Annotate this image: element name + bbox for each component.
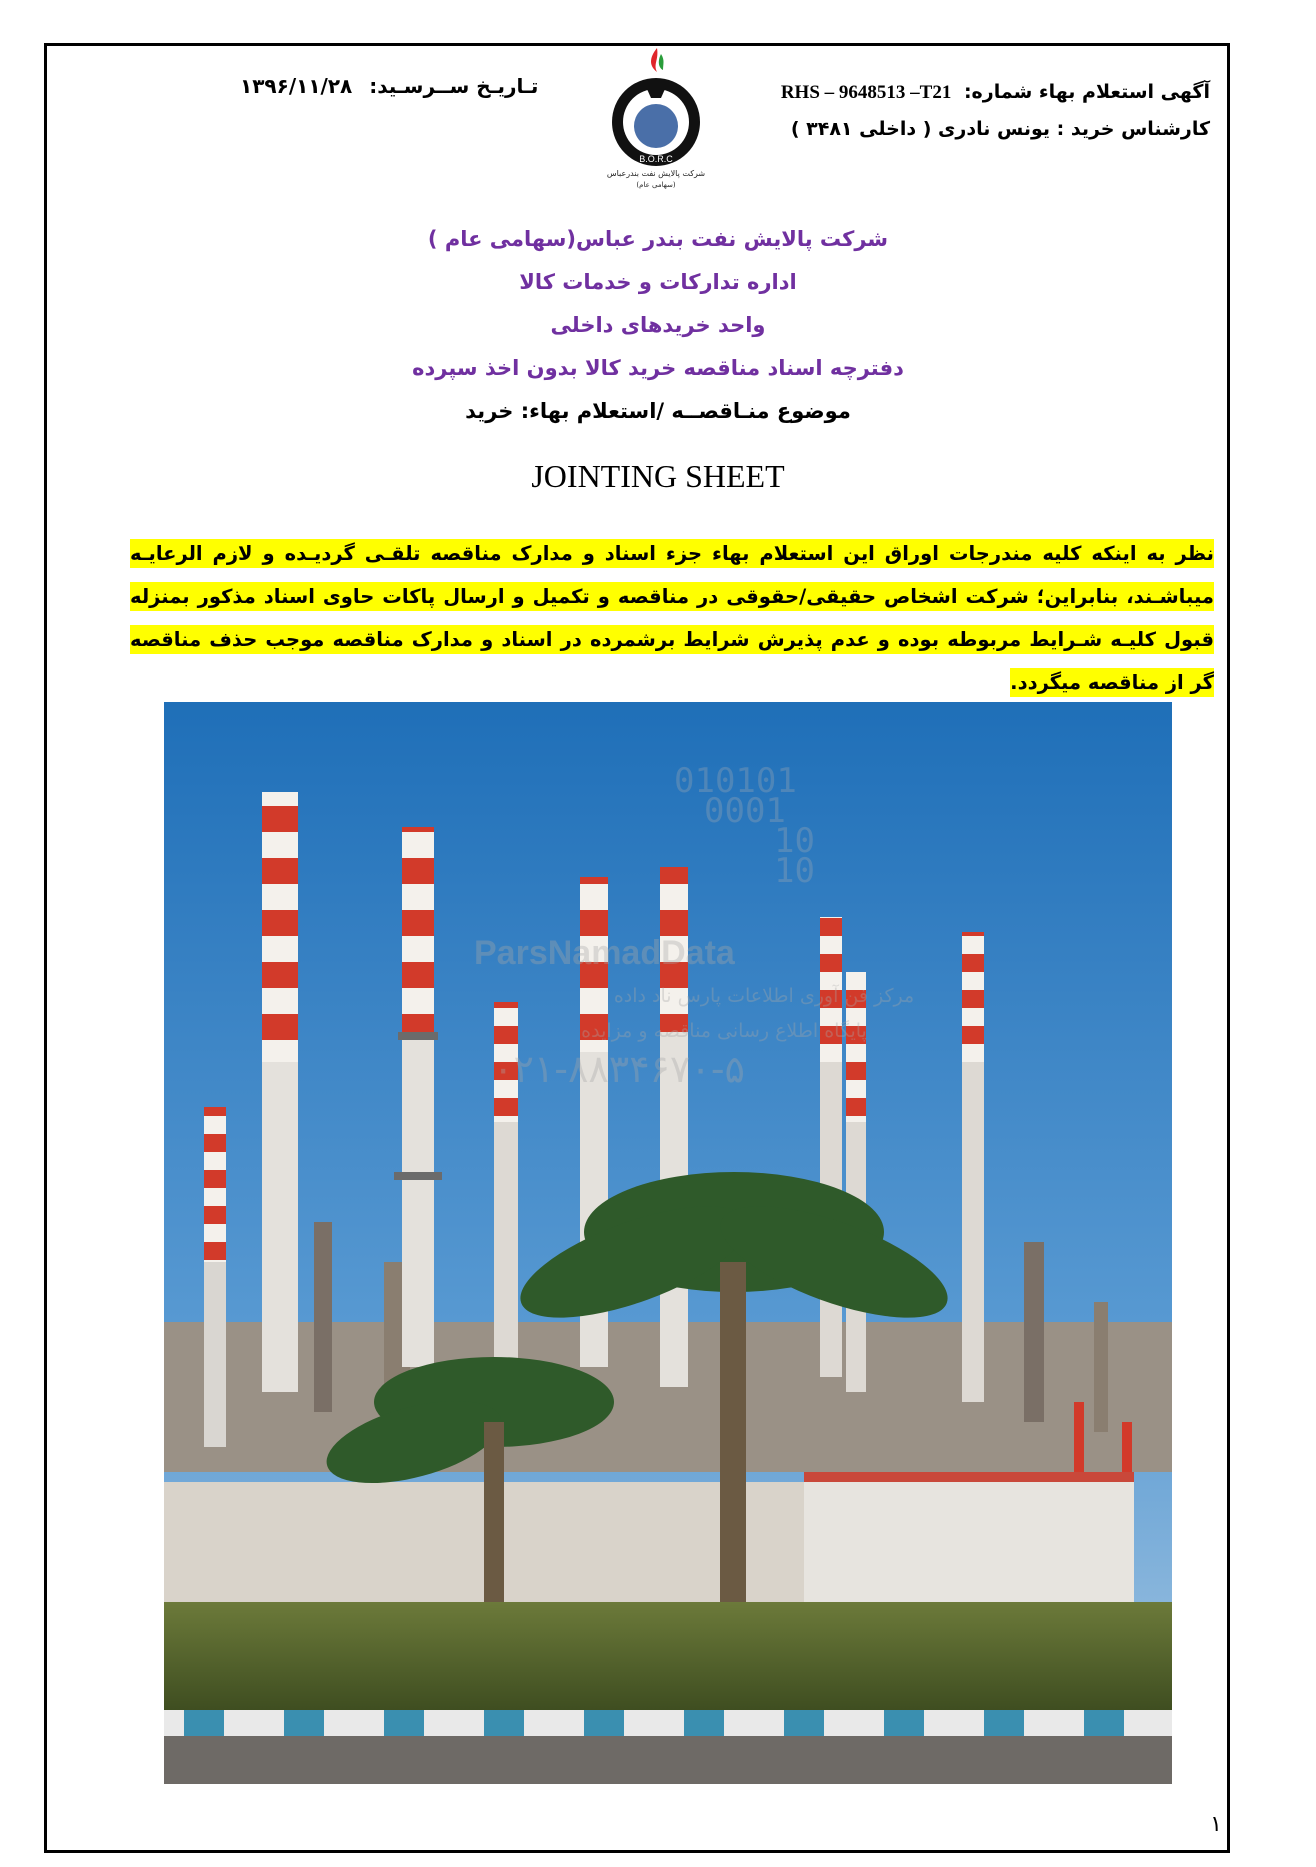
company-title: شرکت پالایش نفت بندر عباس(سهامی عام )	[427, 227, 889, 251]
document-title: JOINTING SHEET	[531, 458, 785, 494]
refinery-photo	[164, 702, 1172, 1784]
due-date-label: تـاریـخ ســرسـید:	[369, 74, 539, 98]
due-date-value: ۱۳۹۶/۱۱/۲۸	[240, 74, 353, 98]
page-number: ۱	[1210, 1812, 1222, 1837]
logo-sub: (سهامی عام)	[636, 181, 676, 189]
watermark-digits-2: 0001	[704, 791, 786, 831]
logo-text: شرکت پالایش نفت بندرعباس	[606, 169, 706, 178]
company-logo	[591, 40, 721, 190]
watermark-line-2: پایگاه اطلاع رسانی مناقصه و مزایده	[581, 1020, 867, 1042]
inquiry-label: آگهی استعلام بهاء شماره:	[963, 81, 1210, 103]
buyer-line: کارشناس خرید : یونس نادری ( داخلی ۳۴۸۱ )	[790, 118, 1210, 140]
watermark-line-1: مرکز فن آوری اطلاعات پارس ناد داده	[613, 985, 915, 1007]
notice-paragraph	[130, 532, 1214, 704]
title-block	[0, 218, 1316, 433]
watermark-phone: ۰۲۱-۸۸۳۴۶۷۰-۵	[493, 1047, 745, 1091]
logo-abbr: B.O.R.C	[639, 154, 673, 164]
inquiry-line	[781, 74, 1210, 111]
booklet-title: دفترچه اسناد مناقصه خرید کالا بدون اخذ سپرده	[412, 356, 904, 380]
due-date-block	[240, 74, 538, 98]
department-title: اداره تدارکات و خدمات کالا	[519, 270, 797, 294]
watermark-digits-3: 10	[774, 821, 815, 861]
inquiry-number: RHS – 9648513 –T21	[780, 82, 952, 103]
watermark-digits-4: 10	[774, 851, 815, 891]
unit-title: واحد خریدهای داخلی	[550, 313, 766, 337]
tender-subject: موضوع منـاقصــه /استعلام بهاء: خرید	[465, 399, 851, 423]
header-inquiry-block	[781, 74, 1210, 147]
watermark-brand: ParsNamadData	[474, 934, 735, 972]
watermark-digits-1: 010101	[674, 761, 797, 801]
notice-text: نظر به اینکه کلیه مندرجات اوراق این استعلام بهاء جزء اسناد و مدارک مناقصه تلقـی گردیـده و لازم الرعایـه میباشـند، بنابراین؛ شرکت اشخاص حقیقی/حقوقی در مناقصه و تکمیل و ارسال پاکات حاوی اسناد مذکور بمنزله قبول کلیـه شـرایط مربوطه بوده و عدم پذیرش شرایط برشمرده در اسناد و مدارک مناقصه موجب حذف مناقصه گر از مناقصه میگردد.	[130, 539, 1214, 697]
